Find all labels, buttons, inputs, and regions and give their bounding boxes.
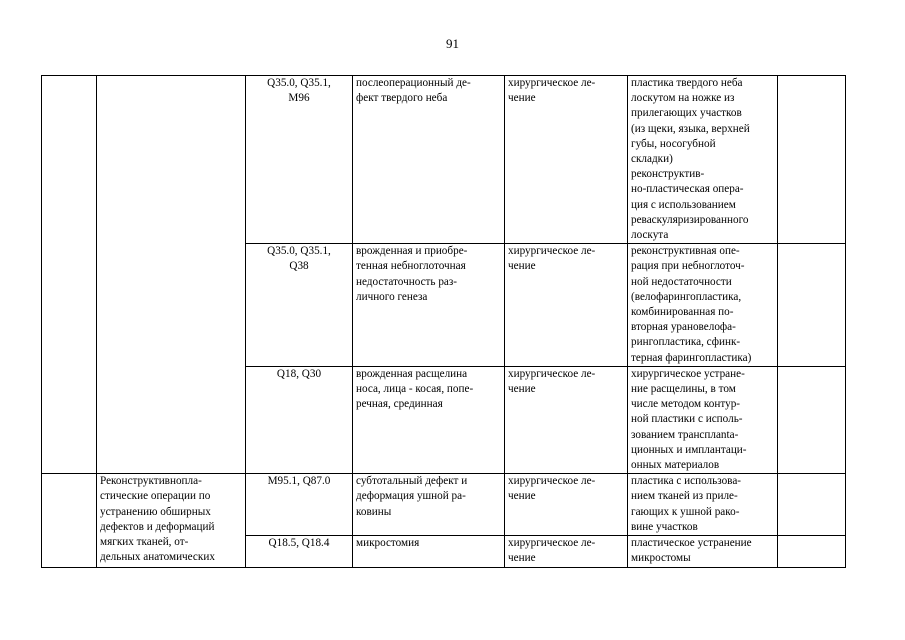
method-cell: пластическое устранение микростомы: [628, 536, 778, 567]
treatment-type-cell: хирургическое ле- чение: [505, 366, 628, 473]
icd-code-cell: Q35.0, Q35.1, Q38: [246, 244, 353, 367]
diagnosis-cell: микростомия: [353, 536, 505, 567]
index-cell: [42, 76, 97, 474]
index-cell: [42, 474, 97, 567]
diagnosis-cell: послеоперационный де- фект твердого неба: [353, 76, 505, 244]
treatment-type-cell: хирургическое ле- чение: [505, 244, 628, 367]
method-cell: пластика твердого неба лоскутом на ножке из прилегающих участков (из щеки, языка, верхней губы, носогубной складки) реконструктив- но-пластическая опера- ция с использованием реваскуляризированного лоскута: [628, 76, 778, 244]
diagnosis-cell: врожденная и приобре- тенная небноглоточная недостаточность раз- личного генеза: [353, 244, 505, 367]
method-cell: хирургическое устране- ние расщелины, в том числе методом контур- ной пластики с исполь- зованием трансплanta- ционных и имплантаци- онных материалов: [628, 366, 778, 473]
icd-code-cell: M95.1, Q87.0: [246, 474, 353, 536]
group-name-cell: [97, 76, 246, 474]
treatment-type-cell: хирургическое ле- чение: [505, 536, 628, 567]
diagnosis-cell: субтотальный дефект и деформация ушной ра- ковины: [353, 474, 505, 536]
extra-cell: [778, 536, 846, 567]
method-cell: реконструктивная опе- рация при небноглоточ- ной недостаточности (велофарингопластика, комбинированная по- вторная урановелофа- рингопластика, сфинк- терная фарингопластика): [628, 244, 778, 367]
extra-cell: [778, 244, 846, 367]
table-row: [42, 474, 846, 536]
extra-cell: [778, 366, 846, 473]
icd-code-cell: Q18.5, Q18.4: [246, 536, 353, 567]
table-row: [42, 76, 846, 244]
extra-cell: [778, 76, 846, 244]
treatment-type-cell: хирургическое ле- чение: [505, 474, 628, 536]
procedures-table: [41, 75, 846, 568]
extra-cell: [778, 474, 846, 536]
treatment-type-cell: хирургическое ле- чение: [505, 76, 628, 244]
method-cell: пластика с использова- нием тканей из приле- гающих к ушной рако- вине участков: [628, 474, 778, 536]
icd-code-cell: Q18, Q30: [246, 366, 353, 473]
diagnosis-cell: врожденная расщелина носа, лица - косая, попе- речная, срединная: [353, 366, 505, 473]
page-number: 91: [446, 36, 459, 51]
icd-code-cell: Q35.0, Q35.1, M96: [246, 76, 353, 244]
group-name-cell: Реконструктивнопла- стические операции по устранению обширных дефектов и деформаций мягких тканей, от- дельных анатомических: [97, 474, 246, 567]
